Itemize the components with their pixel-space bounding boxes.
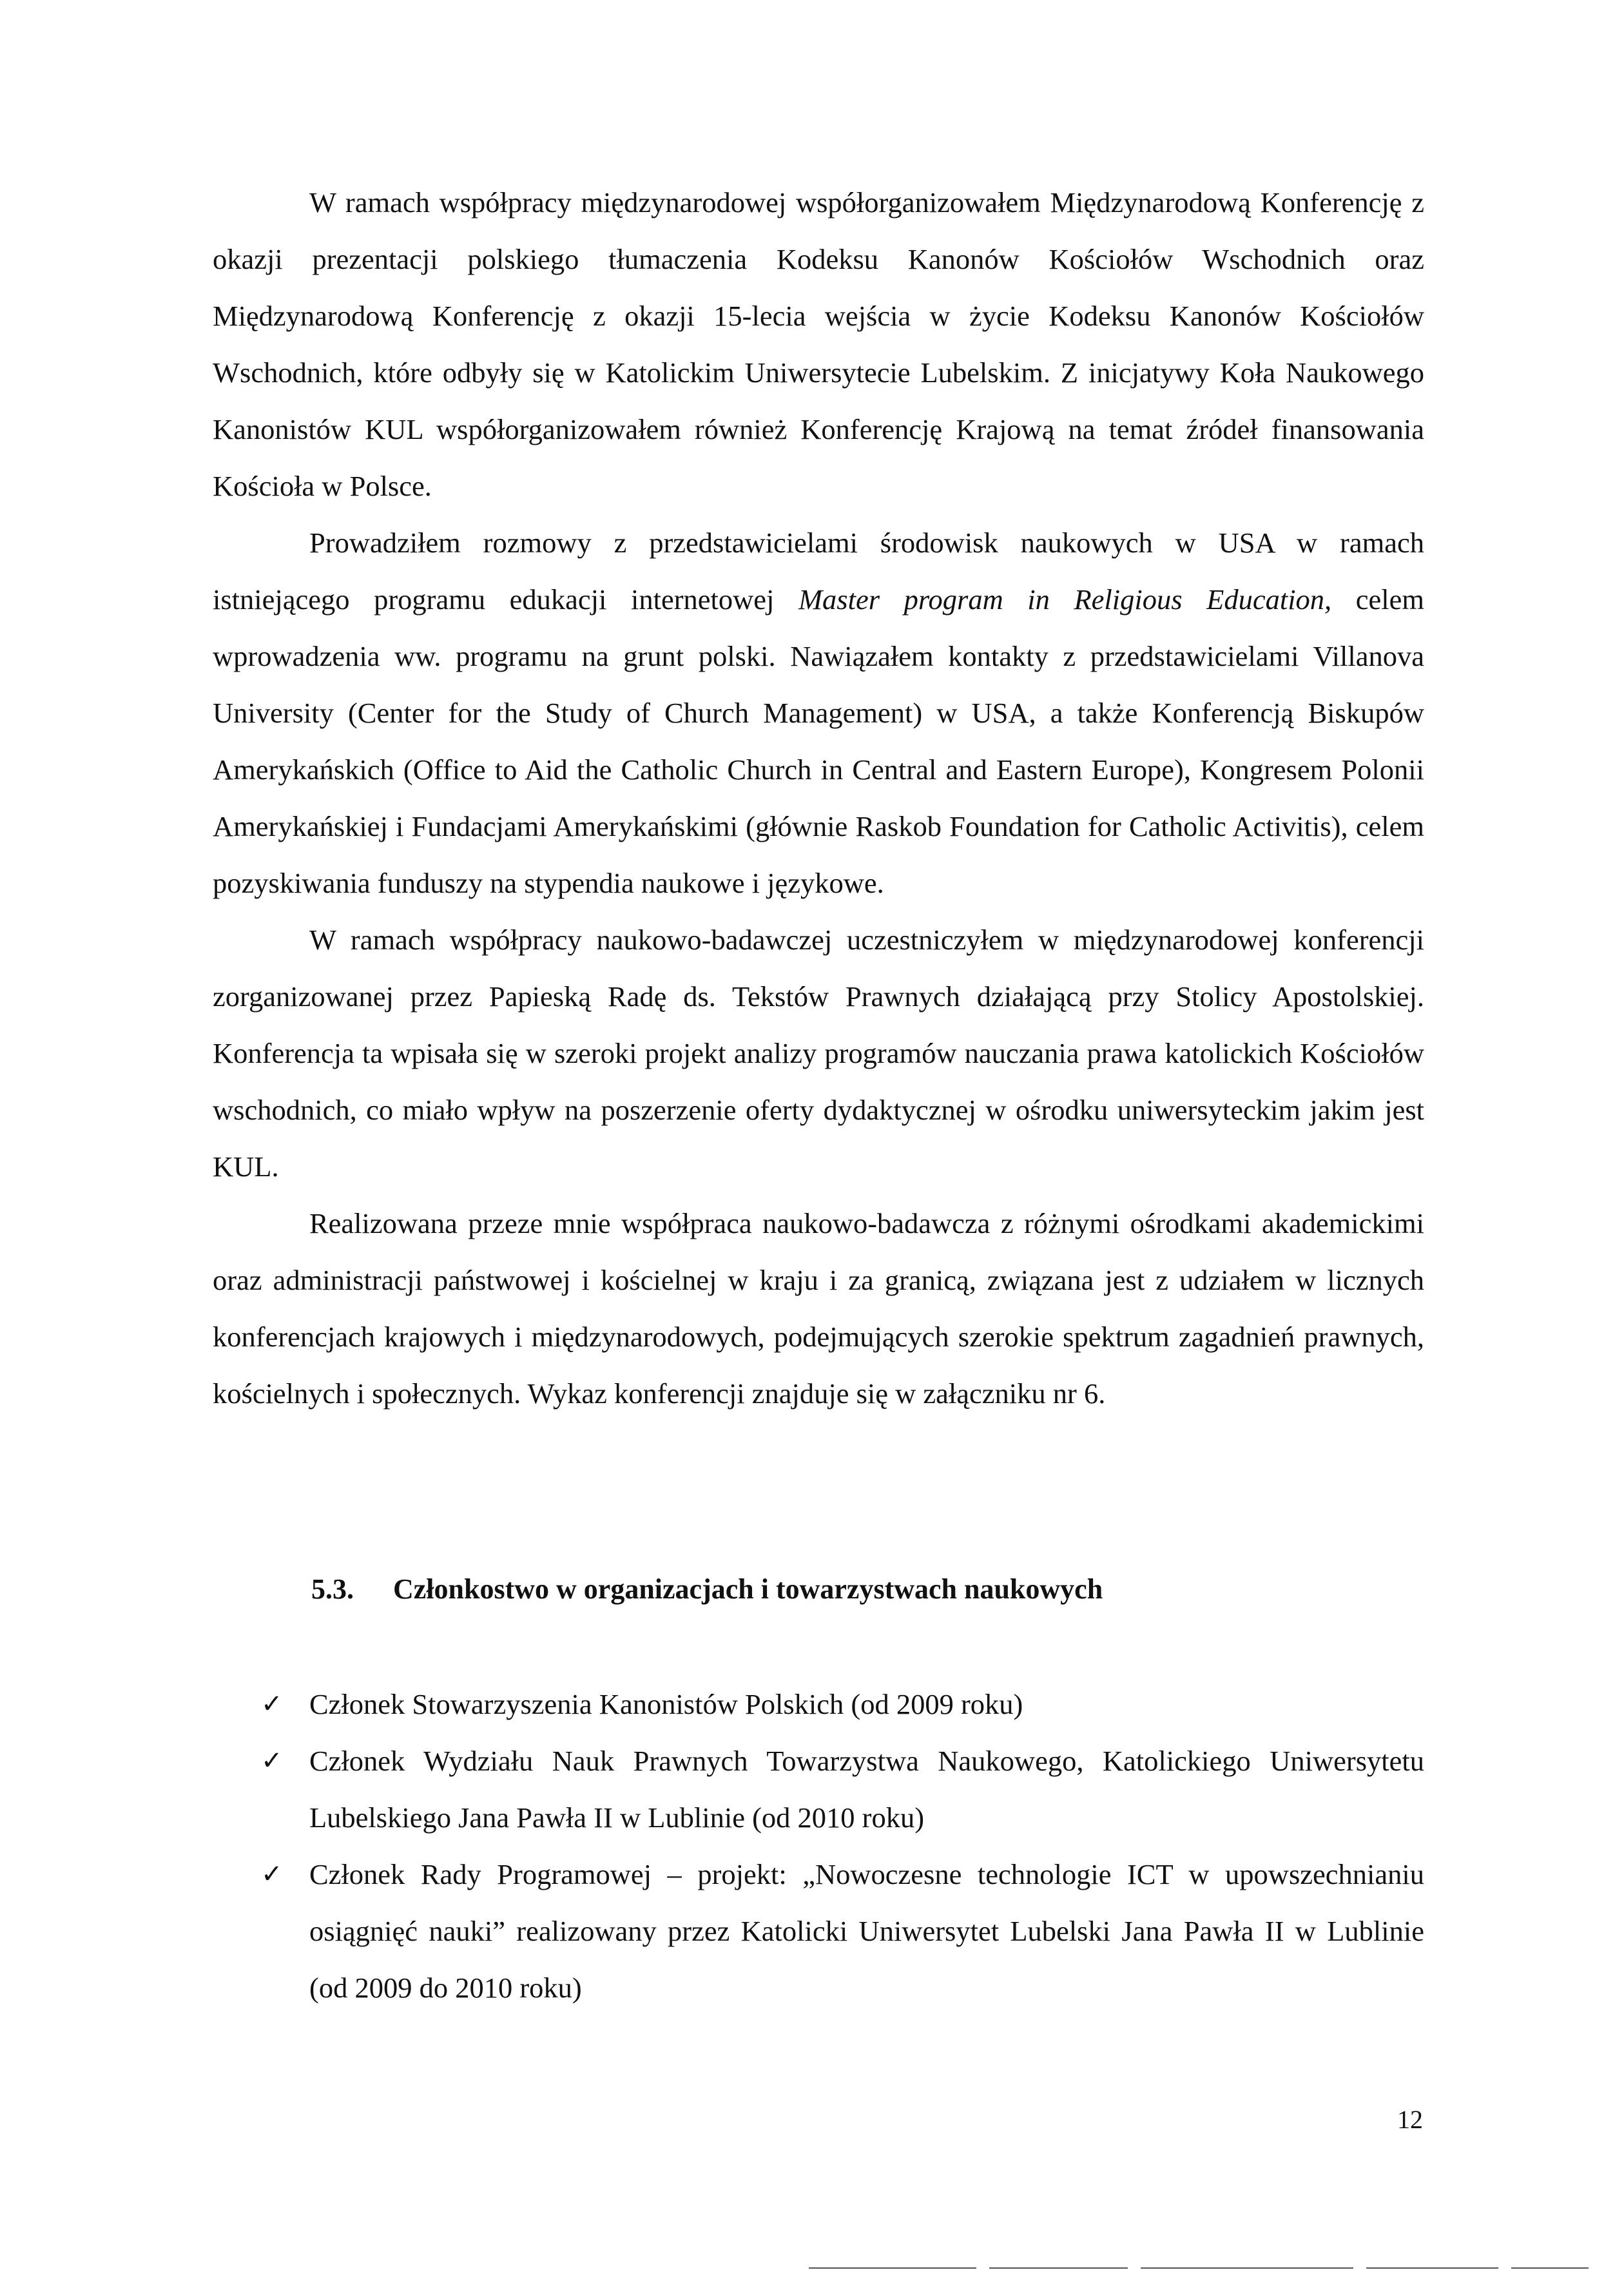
checkmark-icon: ✓ <box>261 1859 283 1889</box>
paragraph-usa-contacts-start: Prowadziłem rozmowy z przedstawicielami środowisk naukowych w USA w ramach istniejącego programu edukacji internetowej <box>213 527 1424 616</box>
list-item-text: Członek Stowarzyszenia Kanonistów Polskich (od 2009 roku) <box>309 1688 1023 1720</box>
section-title: Członkostwo w organizacjach i towarzystwach naukowych <box>393 1573 1103 1605</box>
document-body <box>213 174 1424 1422</box>
footer-rule <box>1366 2267 1498 2269</box>
paragraph-usa-contacts <box>213 514 1424 911</box>
section-number: 5.3. <box>311 1573 354 1605</box>
page-number: 12 <box>1397 2105 1423 2134</box>
footer-rule <box>1141 2267 1353 2269</box>
list-item <box>261 1846 1424 2016</box>
list-item <box>261 1732 1424 1846</box>
section-heading <box>311 1573 1103 1605</box>
list-item-text: Członek Wydziału Nauk Prawnych Towarzystwa Naukowego, Katolickiego Uniwersytetu Lubelskiego Jana Pawła II w Lublinie (od 2010 roku) <box>309 1745 1424 1834</box>
paragraph-research-cooperation: W ramach współpracy naukowo-badawczej uczestniczyłem w międzynarodowej konferencji zorganizowanej przez Papieską Radę ds. Tekstów Prawnych działającą przy Stolicy Apostolskiej. Konferencja ta wpisała się w szeroki projekt analizy programów nauczania prawa katolickich Kościołów wschodnich, co miało wpływ na poszerzenie oferty dydaktycznej w ośrodku uniwersyteckim jakim jest KUL. <box>213 924 1424 1183</box>
paragraph-conferences-summary: Realizowana przeze mnie współpraca naukowo-badawcza z różnymi ośrodkami akademickimi oraz administracji państwowej i kościelnej w kraju i za granicą, związana jest z udziałem w licznych konferencjach krajowych i międzynarodowych, podejmujących szerokie spektrum zagadnień prawnych, kościelnych i społecznych. Wykaz konferencji znajduje się w załączniku nr 6. <box>213 1207 1424 1410</box>
footer-rule <box>989 2267 1128 2269</box>
list-item-text: Członek Rady Programowej – projekt: „Nowoczesne technologie ICT w upowszechnianiu osiągnięć nauki” realizowany przez Katolicki Uniwersytet Lubelski Jana Pawła II w Lublinie (od 2009 do 2010 roku) <box>309 1858 1424 2004</box>
checkmark-icon: ✓ <box>261 1746 283 1776</box>
membership-list <box>261 1676 1424 2016</box>
paragraph-international-cooperation: W ramach współpracy międzynarodowej współorganizowałem Międzynarodową Konferencję z okazji prezentacji polskiego tłumaczenia Kodeksu Kanonów Kościołów Wschodnich oraz Międzynarodową Konferencję z okazji 15-lecia wejścia w życie Kodeksu Kanonów Kościołów Wschodnich, które odbyły się w Katolickim Uniwersytecie Lubelskim. Z inicjatywy Koła Naukowego Kanonistów KUL współorganizowałem również Konferencję Krajową na temat źródeł finansowania Kościoła w Polsce. <box>213 186 1424 502</box>
program-name-italic: Master program in Religious Education, <box>798 583 1332 616</box>
checkmark-icon: ✓ <box>261 1689 283 1719</box>
paragraph-usa-contacts-end: celem wprowadzenia ww. programu na grunt polski. Nawiązałem kontakty z przedstawicielami Villanova University (Center for the Study of Church Management) w USA, a także Konferencją Biskupów Amerykańskich (Office to Aid the Catholic Church in Central and Eastern Europe), Kongresem Polonii Amerykańskiej i Fundacjami Amerykańskimi (głównie Raskob Foundation for Catholic Activitis), celem pozyskiwania funduszy na stypendia naukowe i językowe. <box>213 583 1424 899</box>
footer-rule <box>809 2267 976 2269</box>
list-item <box>261 1676 1424 1732</box>
footer-rule <box>1511 2267 1589 2269</box>
